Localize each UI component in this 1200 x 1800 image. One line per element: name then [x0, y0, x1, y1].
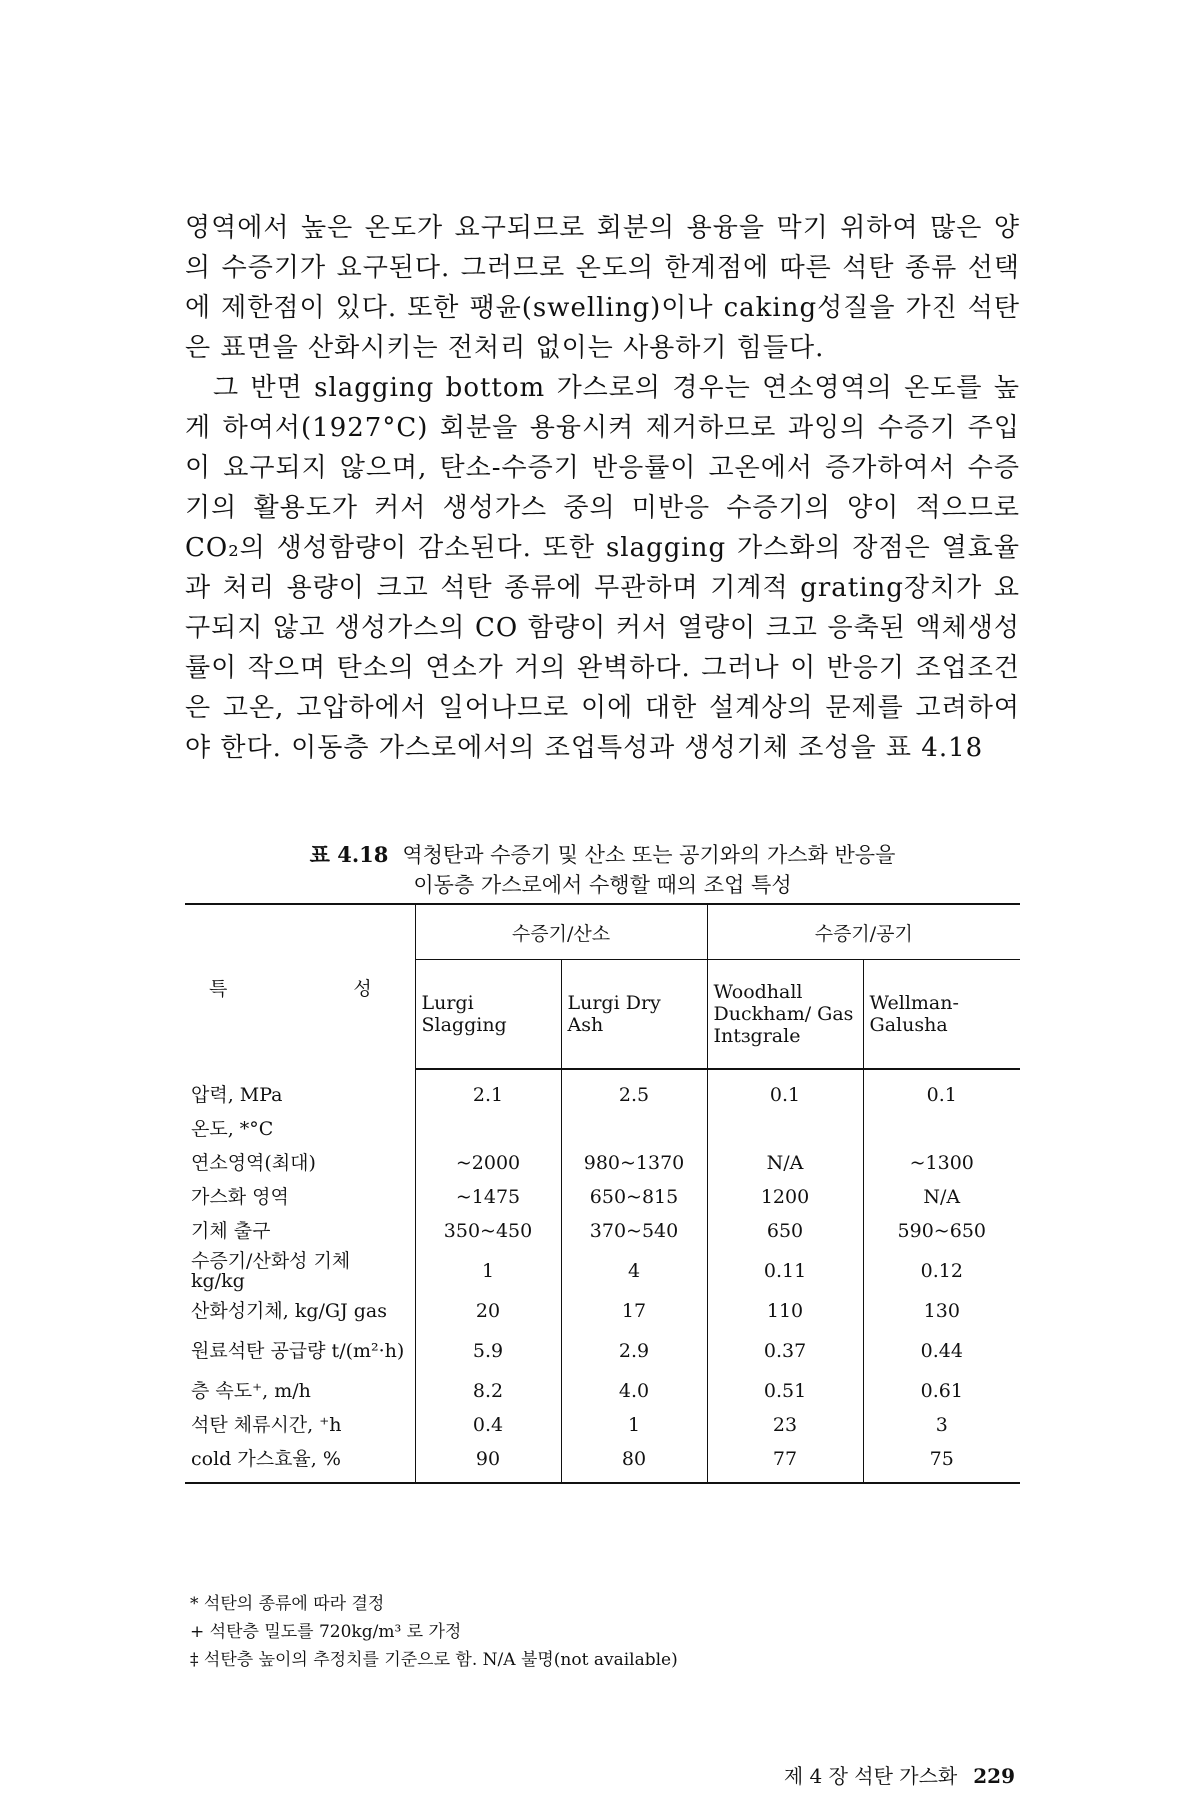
cell: 75 — [863, 1442, 1020, 1483]
paragraph-2: 그 반면 slagging bottom 가스로의 경우는 연소영역의 온도를 높게 하여서(1927°C) 회분을 용융시켜 제거하므로 과잉의 수증기 주입이 요구되지 않으며, 탄소-수증기 반응률이 고온에서 증가하여서 수증기의 활용도가 커서 생성가스 중의 미반응 수증기의 양이 적으므로 CO₂의 생성함량이 감소된다. 또한 slagging 가스화의 장점은 열효율과 처리 용량이 크고 석탄 종류에 무관하며 기계적 grating장치가 요구되지 않고 생성가스의 CO 함량이 커서 열량이 크고 응축된 액체생성률이 작으며 탄소의 연소가 거의 완벽하다. 그러나 이 반응기 조업조건은 고온, 고압하에서 일어나므로 이에 대한 설계상의 문제를 고려하여야 한다. 이동층 가스로에서의 조업특성과 생성기체 조성을 표 4.18 — [185, 373, 1020, 763]
cell: 0.44 — [863, 1328, 1020, 1374]
table-row — [185, 1248, 1020, 1294]
table-row — [185, 1146, 1020, 1180]
cell: ~1300 — [863, 1146, 1020, 1180]
row-label: 압력, MPa — [191, 1083, 283, 1106]
cell: 3 — [863, 1408, 1020, 1442]
cell: 650 — [707, 1214, 863, 1248]
table-caption — [185, 840, 1020, 900]
row-label: 가스화 영역 — [191, 1186, 289, 1208]
cell: 2.1 — [415, 1069, 561, 1112]
col-header-lurgi-slagging: Lurgi Slagging — [415, 960, 561, 1070]
table-row — [185, 1328, 1020, 1374]
cell: 90 — [415, 1442, 561, 1483]
feature-header-a: 특 — [209, 977, 228, 1000]
feature-header — [185, 904, 415, 1069]
table-row — [185, 1294, 1020, 1328]
footnote: ‡ 석탄층 높이의 추정치를 기준으로 함. N/A 불명(not available) — [190, 1650, 678, 1670]
row-label: 연소영역(최대) — [191, 1152, 316, 1174]
col-header-woodhall-duckham: Woodhall Duckham/ Gas Intɜgrale — [707, 960, 863, 1070]
group-header-steam-oxygen: 수증기/산소 — [415, 904, 707, 960]
cell: 80 — [561, 1442, 707, 1483]
operating-characteristics-table — [185, 903, 1020, 1484]
cell: 2.5 — [561, 1069, 707, 1112]
cell: 4.0 — [561, 1374, 707, 1408]
cell — [561, 1112, 707, 1146]
cell: 0.1 — [863, 1069, 1020, 1112]
cell: 0.4 — [415, 1408, 561, 1442]
col-header-wellman-galusha: Wellman- Galusha — [863, 960, 1020, 1070]
cell: 0.61 — [863, 1374, 1020, 1408]
cell — [863, 1112, 1020, 1146]
cell: 0.11 — [707, 1248, 863, 1294]
cell: 350~450 — [415, 1214, 561, 1248]
table-row — [185, 1180, 1020, 1214]
cell: 650~815 — [561, 1180, 707, 1214]
cell: 2.9 — [561, 1328, 707, 1374]
cell: N/A — [707, 1146, 863, 1180]
cell — [415, 1112, 561, 1146]
cell: 0.12 — [863, 1248, 1020, 1294]
cell: 0.37 — [707, 1328, 863, 1374]
table-number: 표 4.18 — [309, 842, 389, 867]
row-label: 기체 출구 — [191, 1220, 271, 1242]
row-label: 산화성기체, kg/GJ gas — [191, 1300, 388, 1322]
table-row — [185, 1408, 1020, 1442]
table-footnotes — [190, 1590, 678, 1674]
cell: 0.51 — [707, 1374, 863, 1408]
cell: 0.1 — [707, 1069, 863, 1112]
cell — [707, 1112, 863, 1146]
cell: 23 — [707, 1408, 863, 1442]
table-row — [185, 1112, 1020, 1146]
cell: 370~540 — [561, 1214, 707, 1248]
feature-header-b: 성 — [353, 977, 372, 1000]
page-number: 229 — [973, 1764, 1015, 1788]
cell: 8.2 — [415, 1374, 561, 1408]
table-row — [185, 1069, 1020, 1112]
cell: N/A — [863, 1180, 1020, 1214]
cell: 5.9 — [415, 1328, 561, 1374]
caption-line-1: 역청탄과 수증기 및 산소 또는 공기와의 가스화 반응을 — [402, 843, 896, 867]
row-label: 층 속도⁺, m/h — [191, 1380, 311, 1402]
caption-line-2: 이동층 가스로에서 수행할 때의 조업 특성 — [413, 873, 792, 897]
cell: 130 — [863, 1294, 1020, 1328]
table-row — [185, 1214, 1020, 1248]
col-header-lurgi-dry-ash: Lurgi Dry Ash — [561, 960, 707, 1070]
footnote: + 석탄층 밀도를 720kg/m³ 로 가정 — [190, 1622, 462, 1642]
cell: ~2000 — [415, 1146, 561, 1180]
cell: 1 — [561, 1408, 707, 1442]
row-label: 수증기/산화성 기체 kg/kg — [191, 1250, 351, 1292]
cell: 590~650 — [863, 1214, 1020, 1248]
cell: 980~1370 — [561, 1146, 707, 1180]
cell: 20 — [415, 1294, 561, 1328]
cell: 77 — [707, 1442, 863, 1483]
cell: ~1475 — [415, 1180, 561, 1214]
table-row — [185, 1374, 1020, 1408]
footnote: * 석탄의 종류에 따라 결정 — [190, 1594, 385, 1614]
cell: 17 — [561, 1294, 707, 1328]
row-label: cold 가스효율, % — [185, 1442, 415, 1483]
row-label: 석탄 체류시간, ⁺h — [191, 1414, 342, 1436]
cell: 110 — [707, 1294, 863, 1328]
table-row — [185, 1442, 1020, 1483]
cell: 4 — [561, 1248, 707, 1294]
chapter-title: 제 4 장 석탄 가스화 — [783, 1764, 958, 1788]
page-footer — [784, 1760, 1015, 1789]
row-label: 원료석탄 공급량 t/(m²·h) — [191, 1340, 405, 1362]
cell: 1 — [415, 1248, 561, 1294]
group-header-steam-air: 수증기/공기 — [707, 904, 1020, 960]
paragraph-1: 영역에서 높은 온도가 요구되므로 회분의 용융을 막기 위하여 많은 양의 수증기가 요구된다. 그러므로 온도의 한계점에 따른 석탄 종류 선택에 제한점이 있다. 또한 팽윤(swelling)이나 caking성질을 가진 석탄은 표면을 산화시키는 전처리 없이는 사용하기 힘들다. — [185, 213, 1020, 363]
row-label: 온도, *°C — [191, 1118, 274, 1140]
cell: 1200 — [707, 1180, 863, 1214]
